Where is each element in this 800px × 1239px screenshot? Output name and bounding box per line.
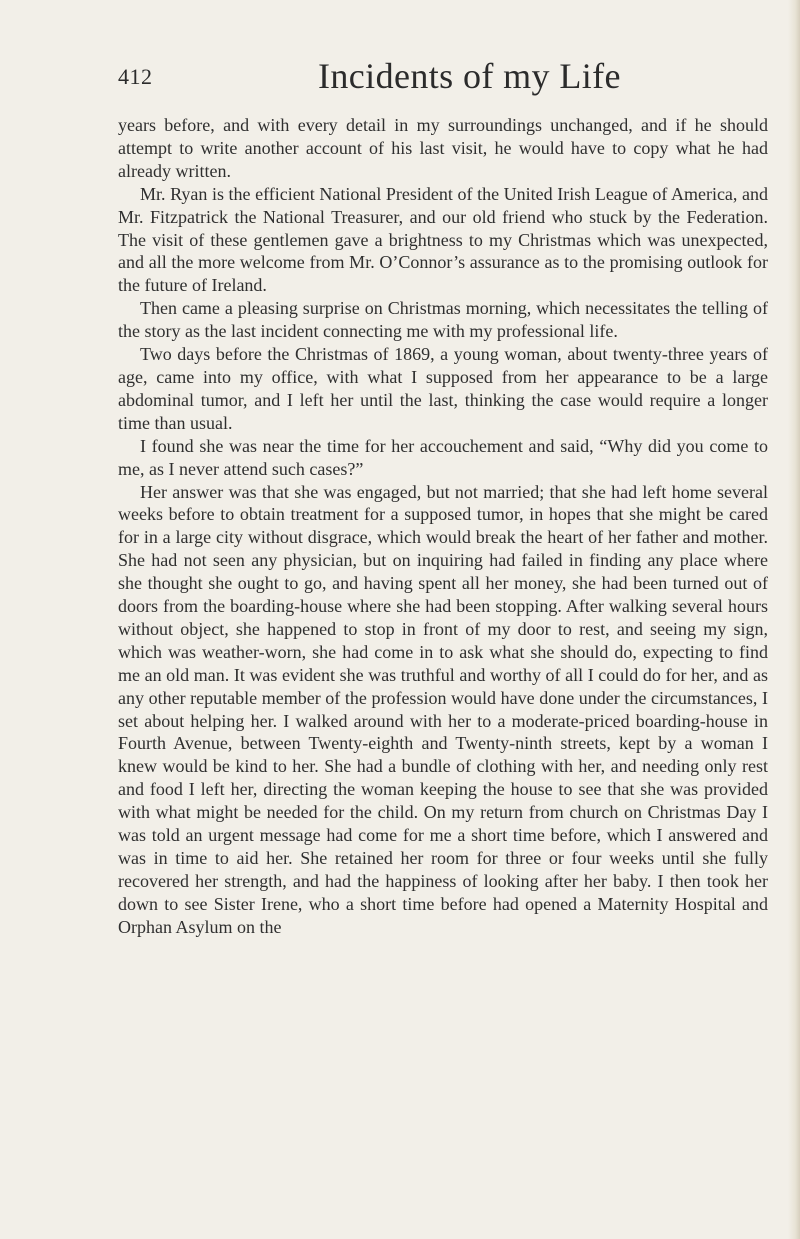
paragraph-4: Two days before the Christmas of 1869, a young woman, about twenty-three years of age, came into my office, with what I supposed from her appearance to be a large abdominal tumor, and I left her until the last, thinking the case would require a longer time than usual. xyxy=(118,344,768,433)
paragraph-2: Mr. Ryan is the efficient National President of the United Irish League of America, and Mr. Fitzpatrick the National Treasurer, and our old friend who stuck by the Federation. The visit of these gentlemen gave a brightness to my Christmas which was unexpected, and all the more welcome from Mr. O’Connor’s assurance as to the promising outlook for the future of Ireland. xyxy=(118,183,768,296)
paragraph-6: Her answer was that she was engaged, but not married; that she had left home several weeks before to obtain treatment for a supposed tumor, in hopes that she might be cared for in a large city without disgrace, which would break the heart of her father and mother. She had not seen any physician, but on inquiring had failed in finding any place where she thought she ought to go, and having spent all her money, she had been turned out of doors from the boarding-house where she had been stopping. After walking several hours without object, she happened to stop in front of my door to rest, and seeing my sign, which was weather-worn, she had come in to ask what she should do, expecting to find me an old man. It was evident she was truthful and worthy of all I could do for her, and as any other reputable member of the profession would have done under the circumstances, I set about helping her. I walked around with her to a moderate-priced boarding-house in Fourth Avenue, between Twenty-eighth and Twenty-ninth streets, kept by a woman I knew would be kind to her. She had a bundle of clothing with her, and needing only rest and food I left her, directing the woman keeping the house to see that she was provided with what might be needed for the child. On my return from church on Christmas Day I was told an urgent message had come for me a short time before, which I answered and was in time to aid her. She retained her room for three or four weeks until she fully recovered her strength, and had the happiness of looking after her baby. I then took her down to see Sister Irene, who a short time before had opened a Maternity Hospital and Orphan Asylum on the xyxy=(118,481,768,937)
page-number: 412 xyxy=(118,64,153,89)
paragraph-1: years before, and with every detail in my surroundings unchanged, and if he should attempt to write another account of his last visit, he would have to copy what he had already written. xyxy=(118,115,768,181)
body-text xyxy=(118,114,768,939)
paragraph-5: I found she was near the time for her accouchement and said, “Why did you come to me, as I never attend such cases?” xyxy=(118,435,768,479)
running-title: Incidents of my Life xyxy=(318,56,621,96)
page-edge-shadow xyxy=(788,0,800,1239)
page-header xyxy=(118,55,768,97)
paragraph-3: Then came a pleasing surprise on Christmas morning, which necessitates the telling of the story as the last incident connecting me with my professional life. xyxy=(118,298,768,342)
